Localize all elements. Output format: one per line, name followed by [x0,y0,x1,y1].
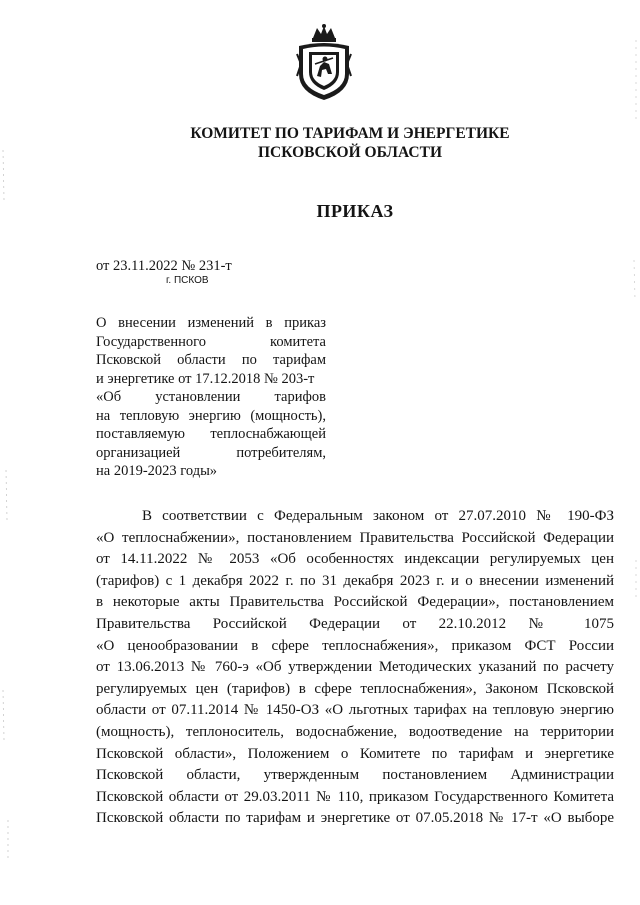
body-line: (мощность), теплоноситель, водоснабжение, водоотведение на территории [96,723,614,740]
organization-name [150,124,550,162]
subject-line: Псковской области по тарифам [96,352,326,368]
body-line: от 13.06.2013 № 760-э «Об утверждении Методических указаний по расчету [96,659,614,676]
body-line: Псковской области, утвержденным постановлением Администрации [96,767,614,784]
document-body [96,506,614,830]
body-line: Псковской области», Положением о Комитете по тарифам и энергетике [96,745,614,762]
body-line: Правительства Российской Федерации от 22.10.2012 № 1075 [96,615,614,632]
subject-line: О внесении изменений в приказ [96,315,326,331]
scan-edge-marks-right [630,0,640,905]
document-city: г. ПСКОВ [166,275,209,286]
body-line: Псковской области по тарифам и энергетике от 07.05.2018 № 17-т «О выборе [96,810,614,827]
coat-of-arms-icon [293,24,355,102]
organization-name-line-2: ПСКОВСКОЙ ОБЛАСТИ [257,144,442,161]
body-line: (тарифов) с 1 декабря 2022 г. по 31 декабря 2023 г. и о внесении изменений [96,572,614,589]
subject-line: на 2019-2023 годы» [96,463,218,479]
subject-line: организацией потребителям, [96,444,326,461]
body-line: «О теплоснабжении», постановлением Правительства Российской Федерации [96,529,614,546]
body-line: в некоторые акты Правительства Российской Федерации», постановлением [96,594,614,611]
document-type-heading: ПРИКАЗ [316,201,394,221]
body-line: В соответствии с Федеральным законом от 27.07.2010 № 190-ФЗ [142,508,614,524]
subject-line: на тепловую энергию (мощность), [96,407,326,424]
organization-name-line-1: КОМИТЕТ ПО ТАРИФАМ И ЭНЕРГЕТИКЕ [190,125,510,142]
body-line: «О ценообразовании в сфере теплоснабжения», приказом ФСТ России [96,637,614,654]
body-line: регулируемых цен (тарифов) в сфере теплоснабжения», Законом Псковской [96,680,614,697]
body-line: Псковской области от 29.03.2011 № 110, приказом Государственного Комитета [96,788,614,805]
document-date-number: от 23.11.2022 № 231-т [96,258,232,274]
document-subject [96,314,326,481]
body-line: области от 07.11.2014 № 1450-ОЗ «О льготных тарифах на тепловую энергию [96,702,614,719]
subject-line: поставляемую теплоснабжающей [96,426,326,442]
subject-line: «Об установлении тарифов [96,389,326,405]
subject-line: Государственного комитета [96,333,326,350]
subject-line: и энергетике от 17.12.2018 № 203-т [96,370,315,387]
body-line: от 14.11.2022 № 2053 «Об особенностях индексации регулируемых цен [96,551,614,568]
scan-edge-marks-left [0,0,14,905]
